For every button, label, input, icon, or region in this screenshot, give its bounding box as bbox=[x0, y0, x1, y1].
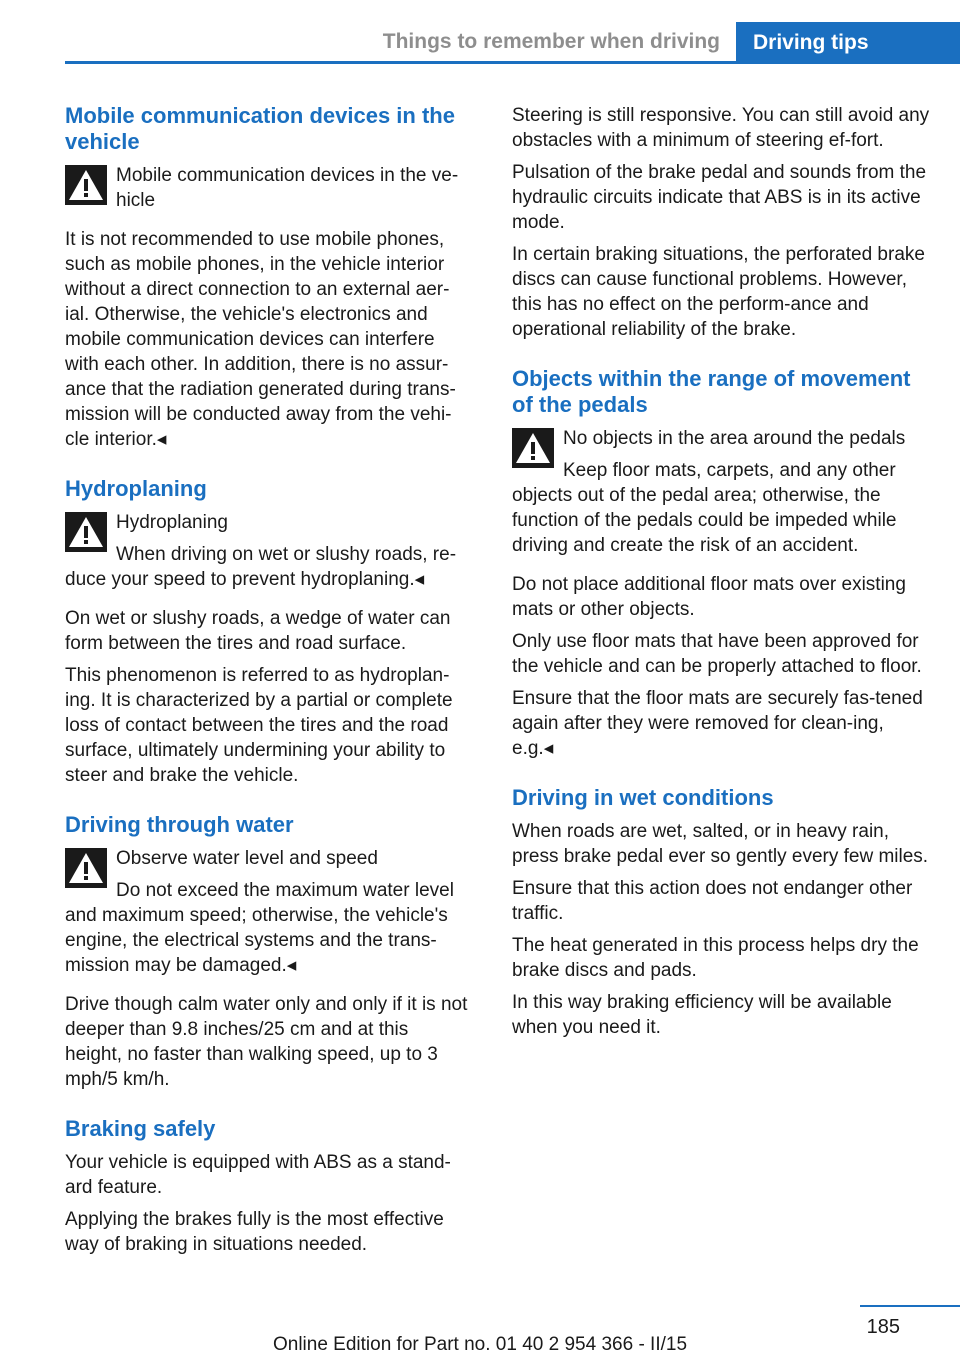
warning-title: Observe water level and speed bbox=[116, 848, 378, 869]
heading-wet-conditions: Driving in wet conditions bbox=[512, 785, 774, 810]
paragraph: When roads are wet, salted, or in heavy rain, press brake pedal ever so gently every few miles. bbox=[512, 821, 929, 867]
heading-driving-through-water: Driving through water bbox=[65, 812, 294, 837]
section-mobile-devices bbox=[65, 103, 470, 452]
heading-braking-safely: Braking safely bbox=[65, 1116, 216, 1141]
paragraph: Applying the brakes fully is the most effective way of braking in situations needed. bbox=[65, 1209, 444, 1255]
paragraph: The heat generated in this process helps dry the brake discs and pads. bbox=[512, 935, 919, 981]
paragraph: It is not recommended to use mobile phones, such as mobile phones, in the vehicle interior without a direct connection to an external aer‐ial. Otherwise, the vehicle's electronics and mobile communication devices can interfere with each other. In addition, there is no assur‐ance that the radiation generated during trans‐mission will be conducted away from the vehi‐cle interior.◂ bbox=[65, 229, 456, 450]
paragraph: On wet or slushy roads, a wedge of water can form between the tires and road surface. bbox=[65, 608, 451, 654]
warning-hydroplaning bbox=[65, 510, 470, 599]
heading-objects-near-pedals: Objects within the range of movement of the pedals bbox=[512, 366, 911, 417]
paragraph: Pulsation of the brake pedal and sounds from the hydraulic circuits indicate that ABS is in its active mode. bbox=[512, 162, 927, 233]
paragraph: Drive though calm water only and only if it is not deeper than 9.8 inches/25 cm and at this height, no faster than walking speed, up to 3 mph/5 km/h. bbox=[65, 994, 468, 1090]
page-header bbox=[0, 0, 960, 64]
paragraph: In certain braking situations, the perforated brake discs can cause functional problems. However, this has no effect on the perform‐ance and operational reliability of the brake. bbox=[512, 244, 925, 340]
warning-triangle-icon bbox=[65, 848, 107, 888]
paragraph: Do not place additional floor mats over existing mats or other objects. bbox=[512, 574, 906, 620]
paragraph: Ensure that this action does not endanger other traffic. bbox=[512, 878, 913, 924]
warning-body: Keep floor mats, carpets, and any other objects out of the pedal area; otherwise, the function of the pedals could be impeded while driving and create the risk of an accident. bbox=[512, 460, 897, 556]
header-chapter-tab bbox=[736, 22, 960, 64]
header-section-title: Things to remember when driving bbox=[382, 30, 720, 53]
paragraph: In this way braking efficiency will be available when you need it. bbox=[512, 992, 892, 1038]
paragraph: Steering is still responsive. You can still avoid any obstacles with a minimum of steering ef‐fort. bbox=[512, 105, 930, 151]
header-chapter-label: Driving tips bbox=[753, 31, 869, 54]
warning-triangle-icon bbox=[65, 165, 107, 205]
section-driving-through-water bbox=[65, 812, 470, 1092]
warning-mobile-devices bbox=[65, 163, 470, 220]
edition-note: Online Edition for Part no. 01 40 2 954 366 - II/15 bbox=[272, 1334, 688, 1355]
heading-hydroplaning: Hydroplaning bbox=[65, 476, 207, 501]
heading-mobile-devices: Mobile communication devices in the vehicle bbox=[65, 103, 455, 154]
paragraph: Your vehicle is equipped with ABS as a stand‐ard feature. bbox=[65, 1152, 451, 1198]
warning-title: Mobile communication devices in the ve‐hicle bbox=[116, 165, 459, 211]
paragraph: Only use floor mats that have been approved for the vehicle and can be properly attached to floor. bbox=[512, 631, 922, 677]
warning-body: When driving on wet or slushy roads, re‐duce your speed to prevent hydroplaning.◂ bbox=[65, 544, 457, 590]
warning-triangle-icon bbox=[65, 512, 107, 552]
warning-body: Do not exceed the maximum water level and maximum speed; otherwise, the vehicle's engine, the electrical systems and the trans‐mission may be damaged.◂ bbox=[65, 880, 454, 976]
page-number: 185 bbox=[866, 1316, 900, 1338]
section-objects-near-pedals bbox=[512, 366, 930, 761]
paragraph: Ensure that the floor mats are securely fas‐tened again after they were removed for clean‐ing, e.g.◂ bbox=[512, 688, 923, 759]
warning-water-level bbox=[65, 846, 470, 985]
right-column bbox=[512, 103, 930, 1047]
warning-title: Hydroplaning bbox=[116, 512, 228, 533]
footer-rule bbox=[860, 1305, 960, 1307]
paragraph: This phenomenon is referred to as hydroplan‐ing. It is characterized by a partial or complete loss of contact between the tires and the road surface, ultimately undermining your ability to steer and brake the vehicle. bbox=[65, 665, 453, 786]
warning-pedals bbox=[512, 426, 930, 565]
left-column bbox=[65, 103, 470, 1264]
header-rule bbox=[65, 61, 960, 64]
section-braking-safely bbox=[65, 1116, 470, 1257]
section-hydroplaning bbox=[65, 476, 470, 788]
section-wet-conditions bbox=[512, 785, 930, 1040]
warning-title: No objects in the area around the pedals bbox=[563, 428, 906, 449]
warning-triangle-icon bbox=[512, 428, 554, 468]
